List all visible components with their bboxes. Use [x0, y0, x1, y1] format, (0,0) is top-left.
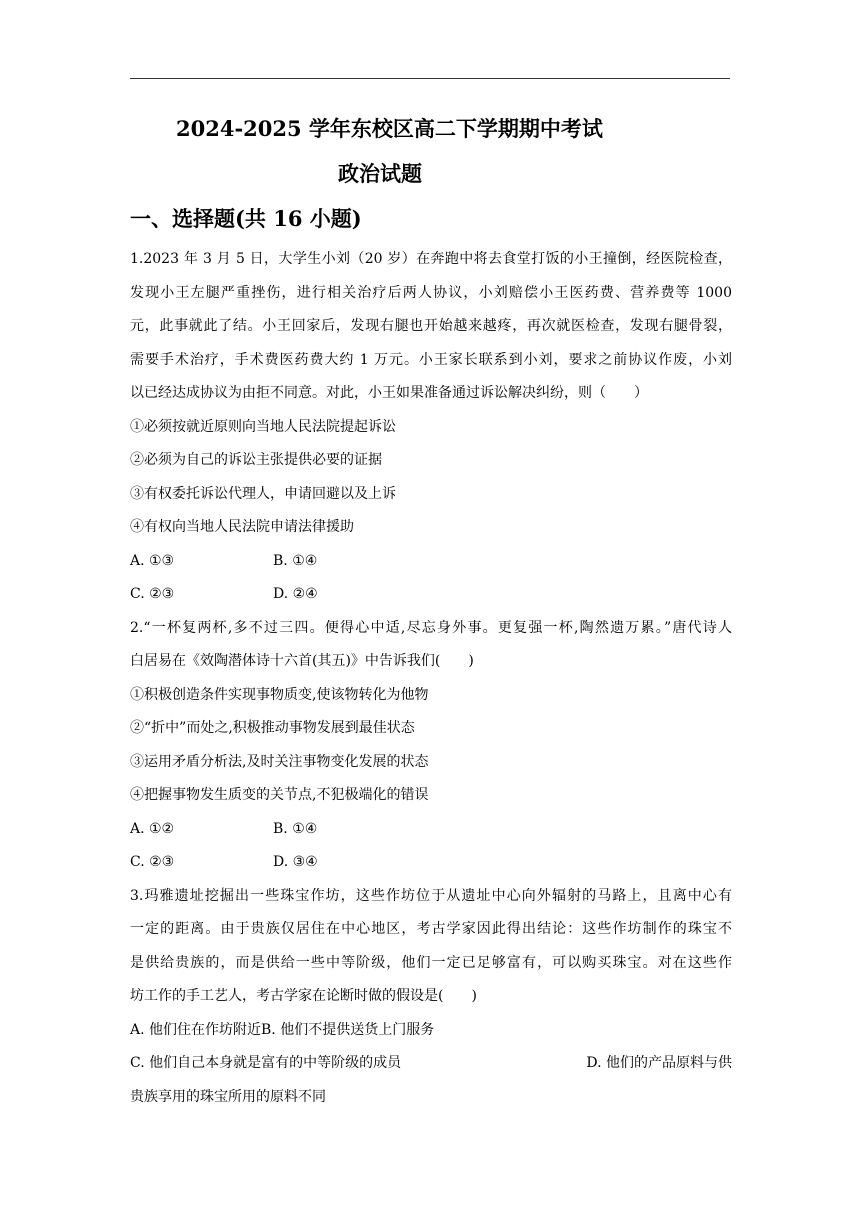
- question-2-options-row: [130, 813, 732, 847]
- option-b: B. ①④: [273, 820, 318, 837]
- question-1-line: 1.2023 年 3 月 5 日，大学生小刘（20 岁）在奔跑中将去食堂打饭的小王撞倒，经医院检查，: [130, 251, 732, 267]
- option-c: C. ②③: [130, 854, 175, 870]
- option-a: A. ①②: [130, 820, 175, 837]
- option-a: A. ①③: [130, 552, 175, 569]
- question-2-statement: ①积极创造条件实现事物质变,使该物转化为他物: [130, 686, 429, 703]
- option-d: D. 他们的产品原料与供: [586, 1055, 732, 1071]
- question-3-line: 一定的距离。由于贵族仅居住在中心地区，考古学家因此得出结论：这些作坊制作的珠宝不: [130, 921, 732, 937]
- question-3-line: 坊工作的手工艺人，考古学家在论断时做的假设是( ): [130, 988, 477, 1004]
- question-2-line: 2.“一杯复两杯,多不过三四。便得心中适,尽忘身外事。更复强一杯,陶然遗万累。”唐代诗人: [130, 619, 732, 636]
- question-2-statement: ④把握事物发生质变的关节点,不犯极端化的错误: [130, 787, 429, 803]
- question-1-options-row: [130, 578, 732, 612]
- option-d: D. ②④: [273, 586, 318, 602]
- question-1-statement: ④有权向当地人民法院申请法律援助: [130, 519, 354, 535]
- exam-title: 2024-2025 学年东校区高二下学期期中考试: [176, 116, 603, 141]
- question-3-line: 是供给贵族的，而是供给一些中等阶级，他们一定已足够富有，可以购买珠宝。对在这些作: [130, 954, 732, 971]
- question-1-line: 发现小王左腿严重挫伤，进行相关治疗后两人协议，小刘赔偿小王医药费、营养费等 1000: [130, 284, 732, 301]
- question-2-statement: ③运用矛盾分析法,及时关注事物变化发展的状态: [130, 753, 429, 770]
- header-rule: [130, 78, 730, 79]
- question-1-options-row: [130, 545, 732, 579]
- exam-subject: 政治试题: [338, 161, 422, 186]
- option-d: D. ③④: [273, 854, 318, 870]
- option-c: C. ②③: [130, 586, 175, 602]
- question-2-options-row: [130, 846, 732, 880]
- section-heading: 一、选择题(共 16 小题): [130, 206, 362, 231]
- question-3-options-cd: [130, 1047, 732, 1081]
- question-1-line: 元，此事就此了结。小王回家后，发现右腿也开始越来越疼，再次就医检查，发现右腿骨裂，: [130, 318, 732, 334]
- question-1-statement: ②必须为自己的诉讼主张提供必要的证据: [130, 452, 382, 468]
- question-2-line: 白居易在《效陶潜体诗十六首(其五)》中告诉我们( ): [130, 653, 474, 669]
- question-3-line: 3.玛雅遗址挖掘出一些珠宝作坊，这些作坊位于从遗址中心向外辐射的马路上，且离中心有: [130, 887, 732, 904]
- question-1-line: 需要手术治疗，手术费医药费大约 1 万元。小王家长联系到小刘，要求之前协议作废，小刘: [130, 351, 732, 368]
- question-1-statement: ①必须按就近原则向当地人民法院提起诉讼: [130, 418, 396, 435]
- option-c: C. 他们自己本身就是富有的中等阶级的成员: [130, 1055, 402, 1071]
- question-1-statement: ③有权委托诉讼代理人，申请回避以及上诉: [130, 485, 396, 502]
- question-3: [130, 880, 732, 1115]
- option-b: B. ①④: [273, 552, 318, 569]
- question-2-statement: ②“折中”而处之,积极推动事物发展到最佳状态: [130, 720, 415, 736]
- question-1: [130, 243, 732, 612]
- option-d-continued: 贵族享用的珠宝所用的原料不同: [130, 1088, 326, 1105]
- question-3-options-ab: A. 他们住在作坊附近B. 他们不提供送货上门服务: [130, 1021, 435, 1038]
- question-1-line: 以已经达成协议为由拒不同意。对此，小王如果准备通过诉讼解决纠纷，则（ ）: [130, 385, 648, 401]
- question-2: [130, 612, 732, 880]
- question-list: [130, 243, 732, 1114]
